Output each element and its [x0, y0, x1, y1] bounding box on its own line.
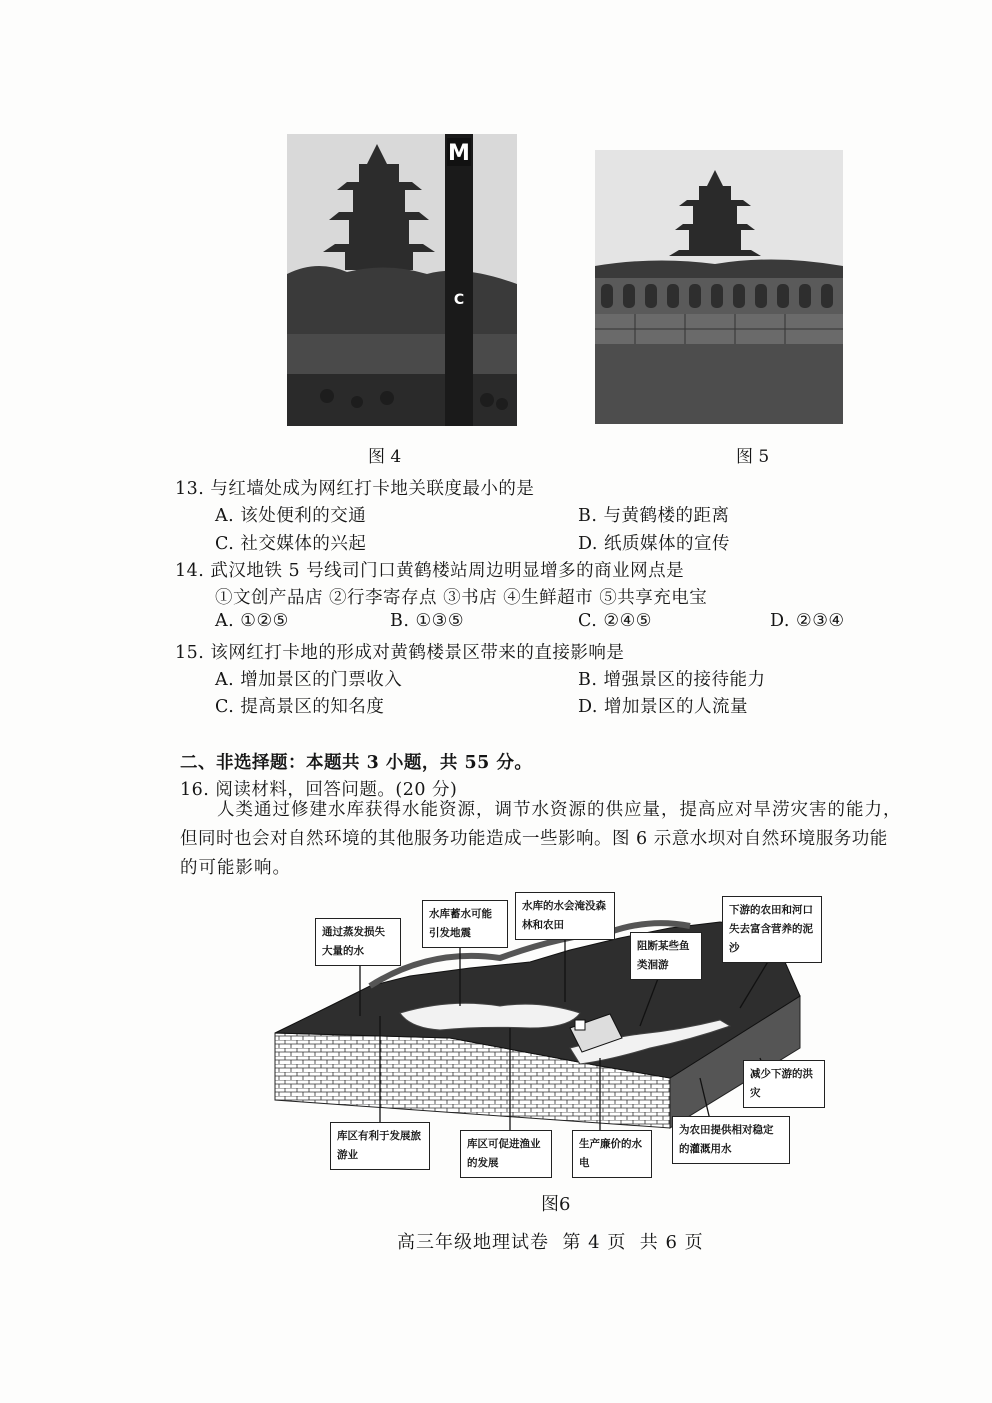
label-flood-reduce: 减少下游的洪灾: [743, 1060, 825, 1108]
figure-6-diagram: [270, 888, 830, 1178]
q14-option-d[interactable]: D. ②③④: [770, 611, 845, 631]
yellow-crane-tower-metro-image: [287, 134, 517, 426]
page-footer: 高三年级地理试卷 第 4 页 共 6 页: [397, 1232, 704, 1253]
q16-stem: 16. 阅读材料，回答问题。(20 分): [180, 780, 458, 800]
q14-option-a[interactable]: A. ①②⑤: [215, 611, 289, 631]
label-earthquake: 水库蓄水可能引发地震: [422, 900, 508, 948]
q13-option-a[interactable]: A. 该处便利的交通: [215, 506, 367, 526]
red-wall-tower-image: [595, 150, 843, 424]
figure-5-caption: 图 5: [736, 447, 770, 467]
q15-stem: 15. 该网红打卡地的形成对黄鹤楼景区带来的直接影响是: [175, 643, 625, 663]
q16-para-line-2: 但同时也会对自然环境的其他服务功能造成一些影响。图 6 示意水坝对自然环境服务功能: [180, 829, 888, 849]
q16-para-line-1: 人类通过修建水库获得水能资源，调节水资源的供应量，提高应对旱涝灾害的能力，: [217, 800, 902, 820]
figure-5-photo: [595, 150, 843, 424]
q13-stem: 13. 与红墙处成为网红打卡地关联度最小的是: [175, 479, 535, 499]
figure-4-caption: 图 4: [368, 447, 402, 467]
figure-4-photo: [287, 134, 517, 426]
label-evaporation: 通过蒸发损失大量的水: [315, 918, 401, 966]
q14-stem: 14. 武汉地铁 5 号线司门口黄鹤楼站周边明显增多的商业网点是: [175, 561, 685, 581]
label-silt: 下游的农田和河口失去富含营养的泥沙: [722, 896, 822, 963]
q15-option-c[interactable]: C. 提高景区的知名度: [215, 697, 385, 717]
q13-option-b[interactable]: B. 与黄鹤楼的距离: [578, 506, 730, 526]
label-fish-migration: 阻断某些鱼类洄游: [630, 932, 702, 980]
q14-items: ①文创产品店 ②行李寄存点 ③书店 ④生鲜超市 ⑤共享充电宝: [215, 588, 708, 608]
figure-6-caption: 图6: [541, 1194, 571, 1215]
q14-option-c[interactable]: C. ②④⑤: [578, 611, 652, 631]
metro-line-letter: C: [453, 292, 465, 308]
q13-option-c[interactable]: C. 社交媒体的兴起: [215, 534, 367, 554]
label-hydropower: 生产廉价的水电: [572, 1130, 652, 1178]
label-irrigation: 为农田提供相对稳定的灌溉用水: [672, 1116, 790, 1164]
label-flood-forest: 水库的水会淹没森林和农田: [515, 892, 615, 940]
q15-option-d[interactable]: D. 增加景区的人流量: [578, 697, 749, 717]
label-fishery: 库区可促进渔业的发展: [460, 1130, 552, 1178]
q13-option-d[interactable]: D. 纸质媒体的宣传: [578, 534, 731, 554]
section-2-heading: 二、非选择题：本题共 3 小题，共 55 分。: [180, 753, 533, 773]
metro-logo: M: [448, 141, 470, 166]
q14-option-b[interactable]: B. ①③⑤: [390, 611, 465, 631]
q16-para-line-3: 的可能影响。: [180, 858, 291, 878]
q15-option-b[interactable]: B. 增强景区的接待能力: [578, 670, 766, 690]
q15-option-a[interactable]: A. 增加景区的门票收入: [215, 670, 403, 690]
label-tourism: 库区有利于发展旅游业: [330, 1122, 430, 1170]
